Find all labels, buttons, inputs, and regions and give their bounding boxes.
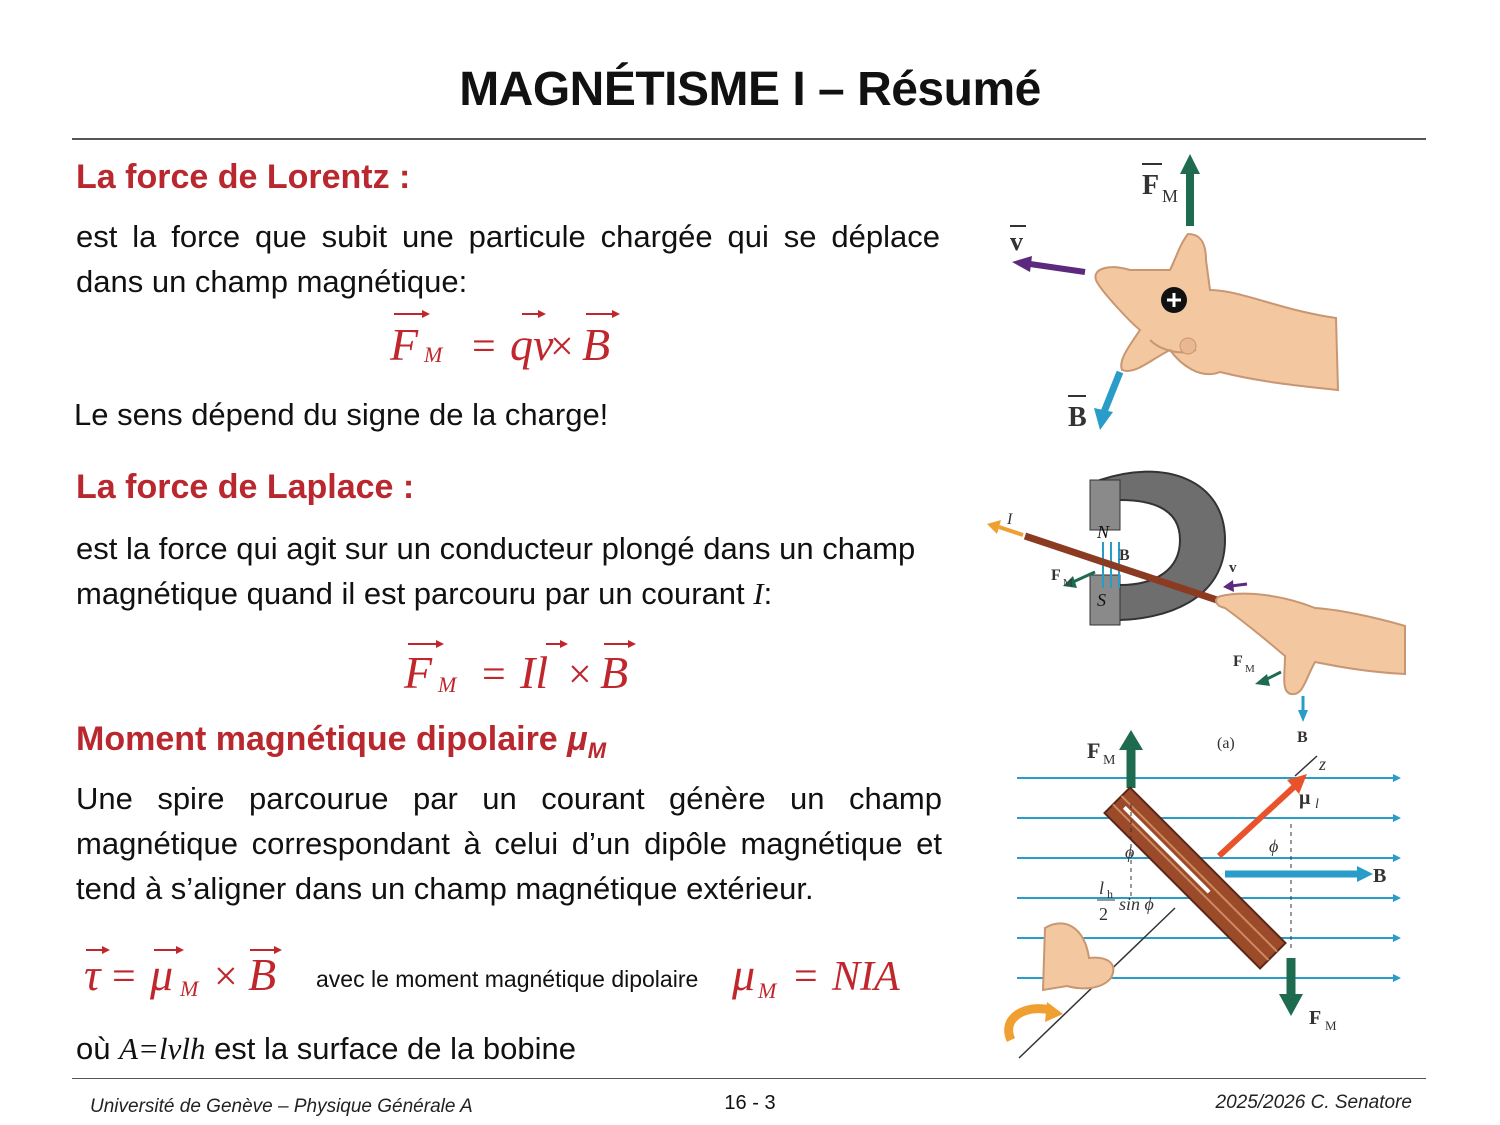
title-divider	[72, 138, 1426, 140]
lorentz-formula	[380, 300, 650, 370]
svg-text:μ: μ	[732, 949, 756, 1000]
svg-text:×: ×	[214, 954, 238, 1000]
dipole-coil-figure	[995, 728, 1415, 1073]
svg-text:I: I	[1007, 511, 1013, 528]
svg-text:F: F	[1233, 653, 1243, 670]
svg-text:v: v	[1229, 560, 1237, 576]
svg-text:=: =	[472, 324, 496, 370]
svg-text:(a): (a)	[1217, 735, 1235, 752]
svg-text:2: 2	[1099, 904, 1108, 924]
laplace-heading: La force de Laplace :	[76, 468, 415, 506]
svg-text:B: B	[1373, 865, 1387, 887]
svg-text:F: F	[390, 319, 419, 370]
page-number: 16 - 3	[724, 1092, 776, 1114]
svg-text:NIA: NIA	[832, 954, 900, 1000]
svg-text:N: N	[1097, 522, 1110, 542]
lorentz-heading: La force de Lorentz :	[76, 158, 411, 196]
svg-text:M: M	[424, 342, 443, 367]
svg-text:l: l	[1099, 878, 1105, 898]
svg-text:z: z	[1319, 754, 1327, 774]
svg-text:qv: qv	[510, 319, 554, 370]
footer-year-author: 2025/2026 C. Senatore	[1215, 1092, 1412, 1113]
laplace-magnet-figure	[985, 460, 1410, 750]
svg-text:F: F	[1309, 1007, 1322, 1029]
svg-text:M: M	[1162, 186, 1179, 206]
svg-text:h: h	[1107, 887, 1113, 901]
svg-text:M: M	[758, 978, 777, 1003]
svg-text:μ: μ	[1299, 787, 1311, 809]
hand-illustration	[1043, 923, 1113, 990]
svg-text:=: =	[482, 652, 506, 698]
svg-text:ϕ: ϕ	[1269, 836, 1279, 856]
svg-text:F: F	[1087, 738, 1101, 763]
svg-text:F: F	[404, 647, 433, 698]
footer-institution: Université de Genève – Physique Générale A	[90, 1096, 473, 1117]
surface-definition: où A=lvlh est la surface de la bobine	[76, 1031, 576, 1066]
footer-divider	[72, 1078, 1426, 1079]
field-arrow	[1104, 372, 1120, 412]
svg-text:sin ϕ: sin ϕ	[1119, 894, 1154, 914]
dipole-heading: Moment magnétique dipolaire $\mu_M$	[76, 720, 607, 763]
svg-text:B: B	[1119, 547, 1130, 564]
dipole-text: Une spire parcourue par un courant génère un champ magnétique correspondant à celui d’un dipôle magnétique et tend à s’aligner dans un champ magnétique extérieur.	[76, 781, 942, 906]
svg-text:τ: τ	[84, 949, 101, 1000]
hand-illustration	[1095, 234, 1338, 390]
svg-text:F: F	[1051, 567, 1061, 584]
svg-text:ϕ: ϕ	[1125, 842, 1135, 862]
svg-text:M: M	[180, 976, 199, 1001]
velocity-arrow	[1030, 264, 1085, 272]
svg-text:v: v	[1010, 227, 1023, 256]
svg-text:M: M	[1245, 663, 1255, 675]
svg-text:B: B	[1297, 729, 1308, 746]
lorentz-hand-figure	[1000, 150, 1350, 440]
svg-text:M: M	[1063, 577, 1073, 589]
rotation-arrow-icon	[1009, 1009, 1051, 1040]
svg-text:M: M	[1325, 1018, 1337, 1033]
svg-text:B: B	[582, 319, 611, 370]
dipole-avec-label: avec le moment magnétique dipolaire	[316, 966, 699, 992]
lorentz-note: Le sens dépend du signe de la charge!	[74, 397, 609, 432]
svg-text:l: l	[1315, 797, 1319, 812]
torque-formula	[80, 938, 300, 1008]
hand-illustration	[1216, 594, 1405, 695]
svg-text:=: =	[112, 954, 136, 1000]
svg-text:M: M	[1103, 753, 1116, 768]
lorentz-text: est la force que subit une particule chargée qui se déplace dans un champ magnétique:	[76, 219, 940, 299]
svg-text:×: ×	[568, 652, 592, 698]
page-title: MAGNÉTISME I – Résumé	[459, 63, 1041, 116]
svg-text:μ: μ	[150, 949, 174, 1000]
coil	[1104, 787, 1285, 968]
svg-text:F: F	[1142, 170, 1160, 201]
laplace-text: est la force qui agit sur un conducteur plongé dans un champ magnétique quand il est parcouru par un courant I:	[76, 531, 916, 611]
svg-text:B: B	[1068, 402, 1087, 433]
dipole-moment-formula	[728, 944, 918, 1004]
svg-text:=: =	[794, 954, 818, 1000]
laplace-formula	[396, 630, 656, 700]
svg-text:B: B	[600, 647, 629, 698]
svg-text:S: S	[1097, 590, 1106, 610]
svg-text:×: ×	[550, 324, 574, 370]
svg-text:Il: Il	[520, 647, 549, 698]
svg-text:M: M	[438, 672, 457, 697]
svg-text:B: B	[248, 949, 277, 1000]
